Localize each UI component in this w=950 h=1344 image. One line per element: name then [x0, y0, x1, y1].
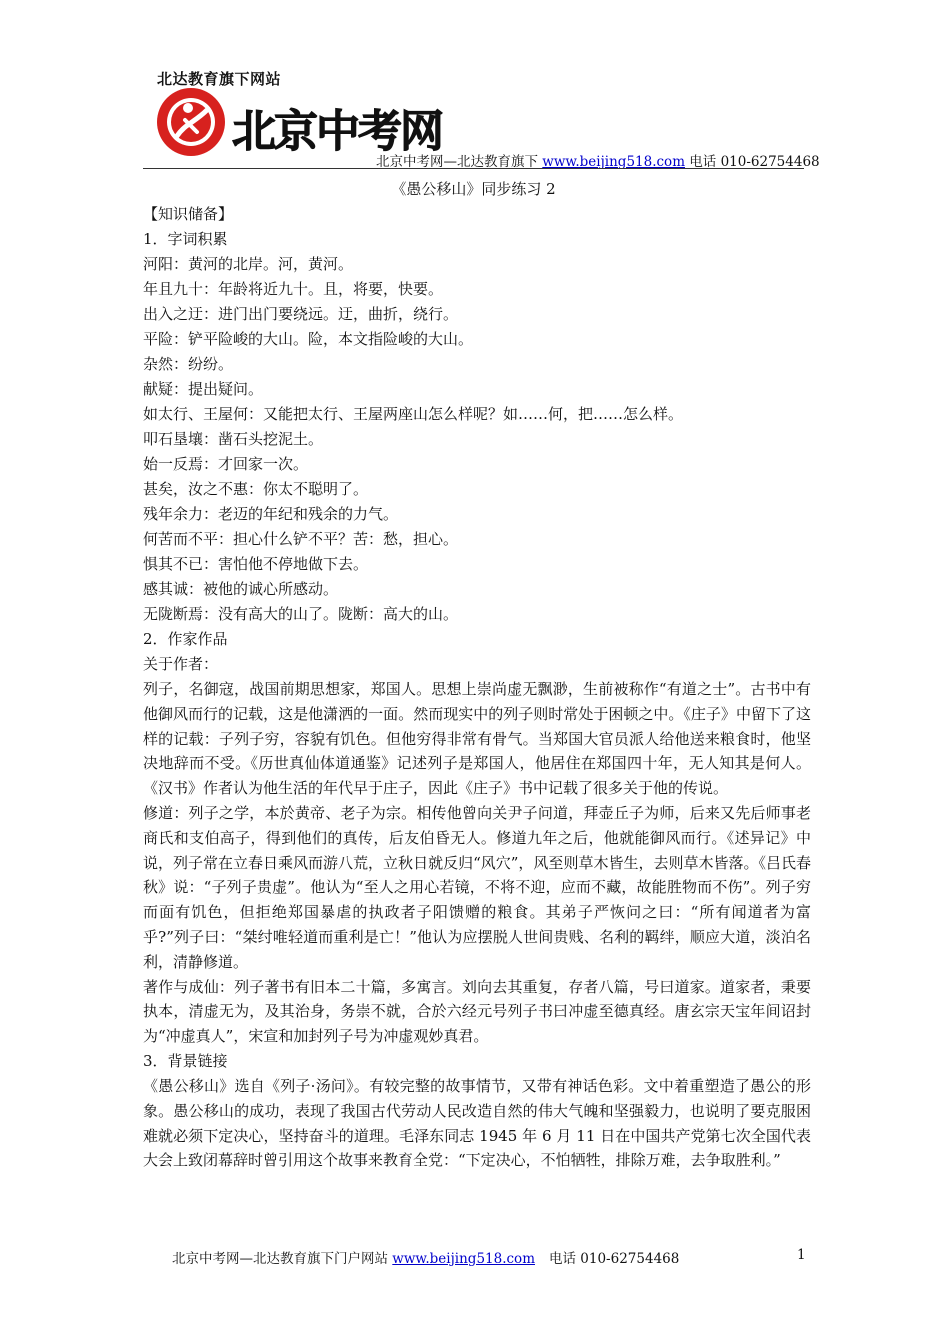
header-site-link[interactable]: www.beijing518.com — [542, 154, 685, 170]
list-item: 出入之迂：进门出门要绕远。迂，曲折，绕行。 — [143, 305, 459, 323]
footer-site-link[interactable]: www.beijing518.com — [392, 1251, 535, 1267]
header-phone: 电话 010-62754468 — [685, 154, 820, 170]
header-info-label: 北京中考网—北达教育旗下 — [376, 154, 543, 170]
footer-phone: 电话 010-62754468 — [549, 1251, 680, 1267]
section-knowledge-heading: 【知识储备】 — [143, 205, 234, 223]
section3-heading: 3．背景链接 — [143, 1051, 228, 1070]
page-number: 1 — [797, 1247, 806, 1263]
list-item: 年且九十：年龄将近九十。且，将要，快要。 — [143, 280, 444, 298]
background-paragraph: 《愚公移山》选自《列子·汤问》。有较完整的故事情节，又带有神话色彩。文中着重塑造了愚公的形象。愚公移山的成功，表现了我国古代劳动人民改造自然的伟大气魄和坚强毅力，也说明了要克服困难就必须下定决心，坚持奋斗的道理。毛泽东同志 1945 年 6 月 11 日在中国共产党第七次全国代表大会上致闭幕辞时曾引用这个故事来教育全党：“下定决心，不怕牺牲，排除万难，去争取胜利。” — [143, 1076, 811, 1170]
list-item: 杂然：纷纷。 — [143, 355, 234, 373]
brand-tagline: 北达教育旗下网站 — [157, 70, 282, 88]
page-footer — [172, 1247, 679, 1267]
list-item: 感其诚：被他的诚心所感动。 — [143, 580, 339, 598]
list-item: 何苦而不平：担心什么铲不平？苦：愁，担心。 — [143, 530, 459, 548]
list-item: 甚矣，汝之不惠：你太不聪明了。 — [143, 480, 369, 498]
author-bio-paragraph: 列子，名御寇，战国前期思想家，郑国人。思想上崇尚虚无飘渺，生前被称作“有道之士”。古书中有他御风而行的记载，这是他潇洒的一面。然而现实中的列子则时常处于困顿之中。《庄子》中留下了这样的记载：子列子穷，容貌有饥色。但他穷得非常有骨气。当郑国大官员派人给他送来粮食时，他坚决地辞而不受。《历世真仙体道通鉴》记述列子是郑国人，他居住在郑国四十年，无人知其是何人。《汉书》作者认为他生活的年代早于庄子，因此《庄子》书中记载了很多关于他的传说。 — [143, 680, 811, 798]
vocabulary-list — [143, 252, 811, 627]
list-item: 叩石垦壤：凿石头挖泥土。 — [143, 430, 324, 448]
about-author-label: 关于作者： — [143, 655, 219, 673]
page-title: 《愚公移山》同步练习 2 — [391, 180, 556, 198]
header-divider — [143, 168, 804, 169]
site-logo-text: 北京中考网 — [232, 106, 442, 157]
list-item: 无陇断焉：没有高大的山了。陇断：高大的山。 — [143, 605, 459, 623]
document-body — [143, 202, 811, 1173]
background-paragraphs — [143, 1074, 811, 1173]
author-works-paragraph: 著作与成仙：列子著书有旧本二十篇，多寓言。刘向去其重复，存者八篇，号曰道家。道家者，秉要执本，清虚无为，及其治身，务崇不就，合於六经元号列子书曰冲虚至德真经。唐玄宗天宝年间诏封为“冲虚真人”，宋宣和加封列子号为冲虚观妙真君。 — [143, 977, 811, 1046]
header-info — [376, 150, 820, 170]
list-item: 如太行、王屋何：又能把太行、王屋两座山怎么样呢？如……何，把……怎么样。 — [143, 405, 684, 423]
list-item: 始一反焉：才回家一次。 — [143, 455, 309, 473]
list-item: 平险：铲平险峻的大山。险，本文指险峻的大山。 — [143, 330, 474, 348]
site-logo-icon — [155, 86, 227, 158]
list-item: 惧其不已：害怕他不停地做下去。 — [143, 555, 369, 573]
author-cultivation-paragraph: 修道：列子之学，本於黄帝、老子为宗。相传他曾向关尹子问道，拜壶丘子为师，后来又先后师事老商氏和支伯高子，得到他们的真传，后友伯昏无人。修道九年之后，他就能御风而行。《述异记》中说，列子常在立春日乘风而游八荒，立秋日就反归“风穴”，风至则草木皆生，去则草木皆落。《吕氏春秋》说：“子列子贵虚”。他认为“至人之用心若镜，不将不迎，应而不藏，故能胜物而不伤”。列子穷而面有饥色，但拒绝郑国暴虐的执政者子阳馈赠的粮食。其弟子严恢问之曰：“所有闻道者为富乎?”列子曰：“桀纣唯轻道而重利是亡！”他认为应摆脱人世间贵贱、名利的羁绊，顺应大道，淡泊名利，清静修道。 — [143, 803, 811, 971]
section1-heading: 1．字词积累 — [143, 230, 228, 248]
list-item: 献疑：提出疑问。 — [143, 380, 264, 398]
footer-label: 北京中考网—北达教育旗下门户网站 — [172, 1251, 393, 1267]
list-item: 河阳：黄河的北岸。河，黄河。 — [143, 255, 354, 273]
list-item: 残年余力：老迈的年纪和残余的力气。 — [143, 505, 399, 523]
author-paragraphs — [143, 677, 811, 1049]
section2-heading: 2．作家作品 — [143, 630, 228, 648]
